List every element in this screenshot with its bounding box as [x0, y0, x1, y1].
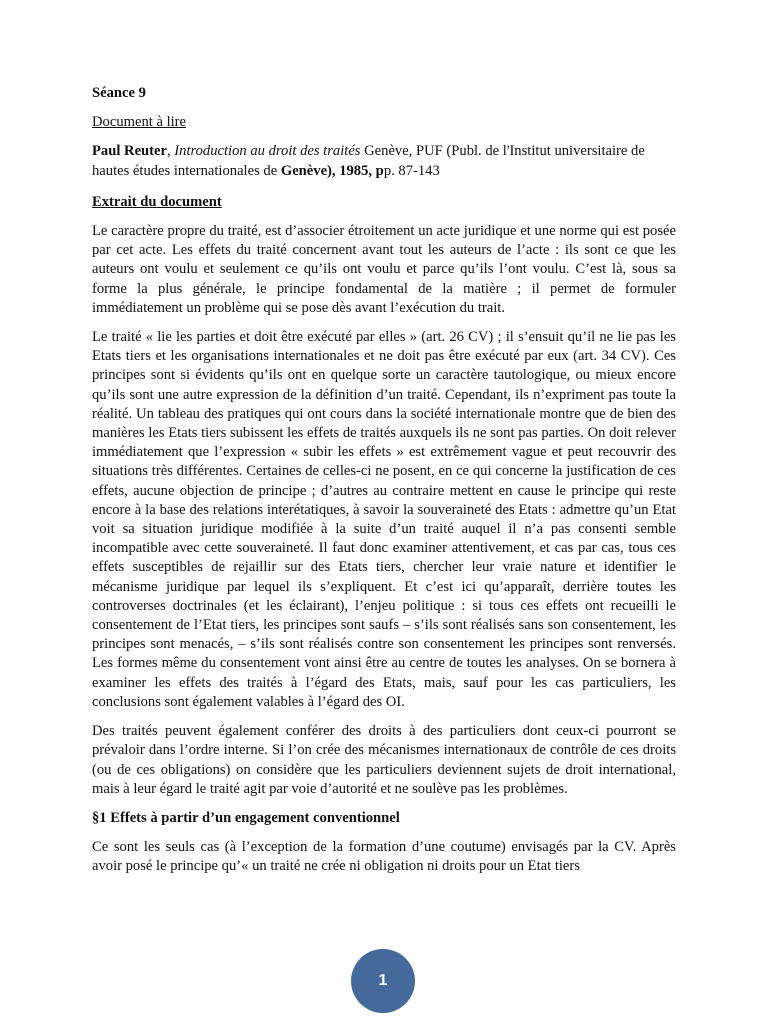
- citation-pages: p. 87-143: [383, 162, 440, 179]
- section-heading: §1 Effets à partir d’un engagement conventionnel: [92, 809, 400, 826]
- extract-heading-text: Extrait du document: [92, 193, 222, 210]
- citation-place-year: Genève), 1985, p: [280, 162, 384, 179]
- page-number-badge: [351, 949, 415, 1013]
- paragraph-3: Des traités peuvent également conférer des droits à des particuliers dont ceux-ci pourront se prévaloir dans l’ordre interne. Si l’on crée des mécanismes internationaux de contrôle de ces droits (ou de ces obligations) on considère que les particuliers deviennent sujets de droit international, mais à leur égard le traité agit par voie d’autorité et ne soulève pas les problèmes.: [92, 723, 676, 797]
- citation-sep: ,: [166, 143, 175, 160]
- citation: [92, 142, 676, 180]
- seance-title: Séance 9: [92, 85, 146, 101]
- document-page: [92, 84, 676, 887]
- extract-heading: [92, 193, 676, 212]
- document-label-text: Document à lire: [92, 114, 187, 131]
- document-label: [92, 113, 676, 132]
- paragraph-4: Ce sont les seuls cas (à l’exception de la formation d’une coutume) envisagés par la CV. Après avoir posé le principe qu’« un traité ne crée ni obligation ni droits pour un Etat tiers: [92, 839, 676, 875]
- citation-author: Paul Reuter: [92, 143, 167, 160]
- page-number: 1: [378, 972, 388, 989]
- paragraph-2: Le traité « lie les parties et doit être exécuté par elles » (art. 26 CV) ; il s’ensuit qu’il ne lie pas les Etats tiers et les organisations internationales et ne doit pas être exécuté par eux (art. 34 CV). Ces principes sont si évidents qu’ils ont en quelque sorte un caractère tautologique, ou mieux encore qu’ils sont une autre expression de la définition d’un traité. Cependant, ils n’expriment pas toute la réalité. Un tableau des pratiques qui ont cours dans la société internationale montre que de bien des manières les Etats tiers subissent les effets de traités auxquels ils ne sont pas parties. On doit relever immédiatement que l’expression « subir les effets » est extrêmement vague et peut recouvrir des situations très différentes. Certaines de celles-ci ne posent, en ce qui concerne la justification de ces effets, aucune objection de principe ; d’autres au contraire mettent en cause le principe qui reste encore à la base des relations interétatiques, à savoir la souveraineté des Etats : admettre qu’un Etat voit sa situation juridique modifiée à la suite d’un traité auquel il n’a pas consenti semble incompatible avec cette souveraineté. Il faut donc examiner attentivement, et cas par cas, tous ces effets susceptibles de rejaillir sur des Etats tiers, chercher leur vraie nature et identifier le mécanisme juridique par lequel ils s’expliquent. Et c’est ici qu’apparaît, derrière toutes les controverses doctrinales (et les éclairant), l’enjeu politique : si tous ces effets ont recueilli le consentement de l’Etat tiers, les principes sont saufs – s’ils sont réalisés sans son consentement, les principes sont menacés, – s’ils sont réalisés contre son consentement les principes sont renversés. Les formes même du consentement vont ainsi être au centre de toutes les analyses. On se bornera à examiner les effets des traités à l’égard des Etats, mais, sauf pour les cas particuliers, les conclusions sont également valables à l’égard des OI.: [92, 329, 676, 710]
- paragraph-1: Le caractère propre du traité, est d’associer étroitement un acte juridique et une norme qui est posée par cet acte. Les effets du traité concernent avant tout les auteurs de l’acte : ils sont ce que les auteurs ont voulu et seulement ce qu’ils ont voulu et parce qu’ils l’ont voulu. C’est là, sous sa forme la plus générale, le principe fondamental de la matière ; il permet de formuler immédiatement un problème qui se pose dès avant l’exécution du trait.: [92, 223, 676, 316]
- citation-title: Introduction au droit des traités: [174, 143, 361, 160]
- citation-publisher: Genève, PUF (Publ. de l'Institut universitaire de hautes études internationales de: [92, 143, 645, 179]
